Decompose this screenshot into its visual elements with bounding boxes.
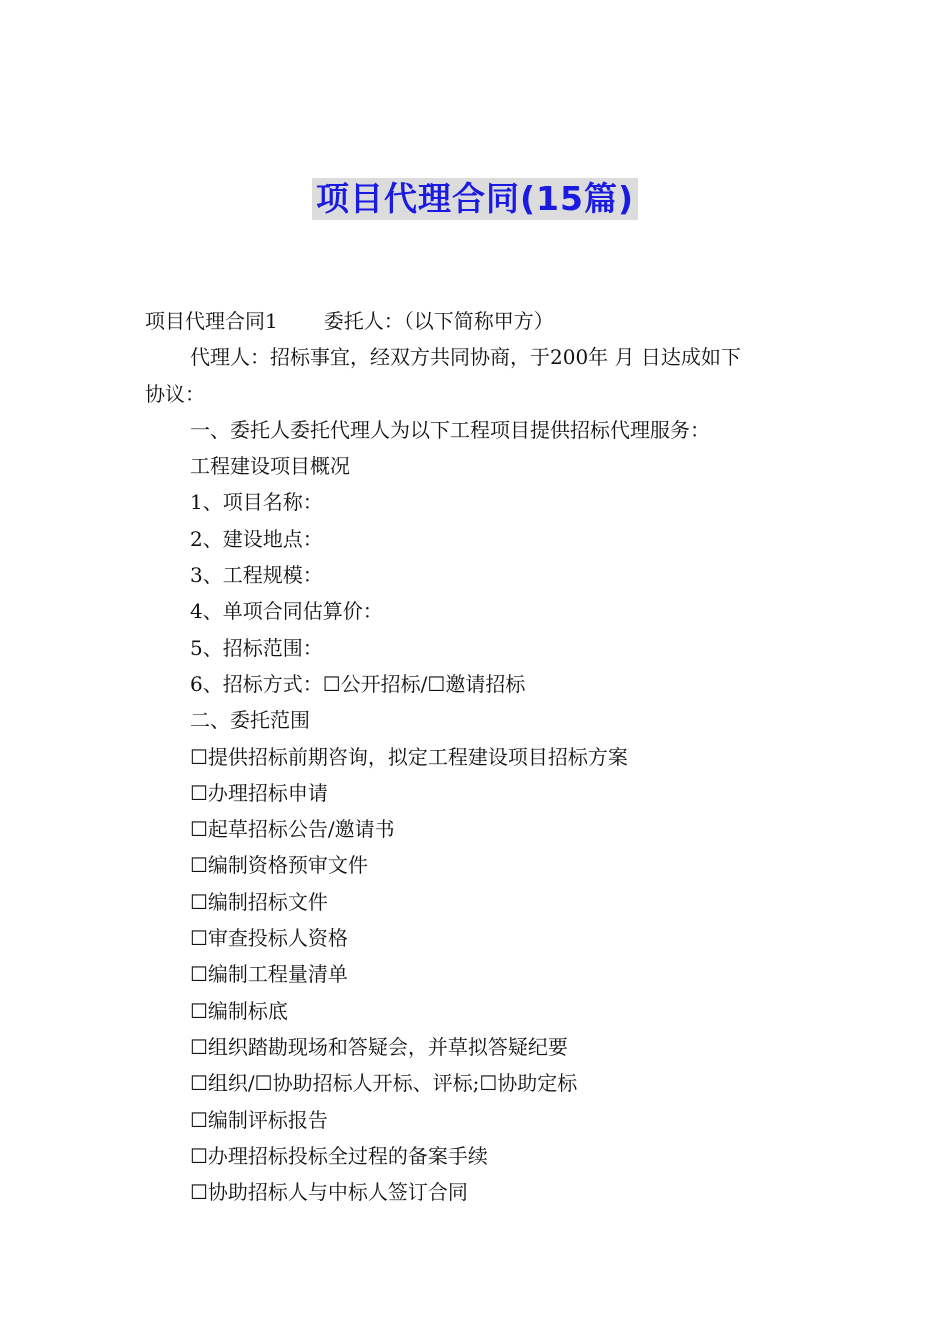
project-item-scope: 5、招标范围： (190, 635, 323, 660)
overview-heading: 工程建设项目概况 (190, 454, 350, 479)
principal-text: 委托人：（以下简称甲方） (323, 309, 554, 333)
project-item-scale: 3、工程规模： (190, 563, 323, 588)
intro-line (145, 303, 815, 339)
document-body (145, 303, 815, 1210)
project-item-location: 2、建设地点： (190, 526, 323, 551)
scope-item: ☐办理招标申请 (190, 780, 328, 805)
scope-item: ☐协助招标人与中标人签订合同 (190, 1180, 468, 1205)
scope-item: ☐编制资格预审文件 (190, 853, 368, 878)
scope-item: ☐起草招标公告/邀请书 (190, 817, 395, 842)
scope-item: ☐组织踏勘现场和答疑会，并草拟答疑纪要 (190, 1034, 568, 1059)
scope-item: ☐编制标底 (190, 998, 288, 1023)
project-item-method: 6、招标方式：☐公开招标/☐邀请招标 (190, 671, 526, 696)
document-title: 项目代理合同(15篇) (312, 178, 638, 220)
scope-item: ☐编制评标报告 (190, 1107, 328, 1132)
section-2-heading: 二、委托范围 (190, 708, 310, 733)
agent-paragraph-line-1: 代理人：招标事宜，经双方共同协商，于200年 月 日达成如下 (190, 345, 741, 370)
title-container (0, 178, 950, 220)
project-item-estimate: 4、单项合同估算价： (190, 599, 383, 624)
scope-item: ☐办理招标投标全过程的备案手续 (190, 1143, 488, 1168)
scope-item: ☐组织/☐协助招标人开标、评标;☐协助定标 (190, 1071, 578, 1096)
scope-item: ☐审查投标人资格 (190, 926, 348, 951)
scope-item: ☐编制工程量清单 (190, 962, 348, 987)
project-item-name: 1、项目名称： (190, 490, 323, 515)
agent-paragraph-line-2: 协议： (145, 381, 205, 406)
scope-item: ☐提供招标前期咨询，拟定工程建设项目招标方案 (190, 744, 628, 769)
scope-item: ☐编制招标文件 (190, 889, 328, 914)
contract-label: 项目代理合同1 (145, 309, 278, 333)
section-1-heading: 一、委托人委托代理人为以下工程项目提供招标代理服务： (190, 417, 710, 442)
